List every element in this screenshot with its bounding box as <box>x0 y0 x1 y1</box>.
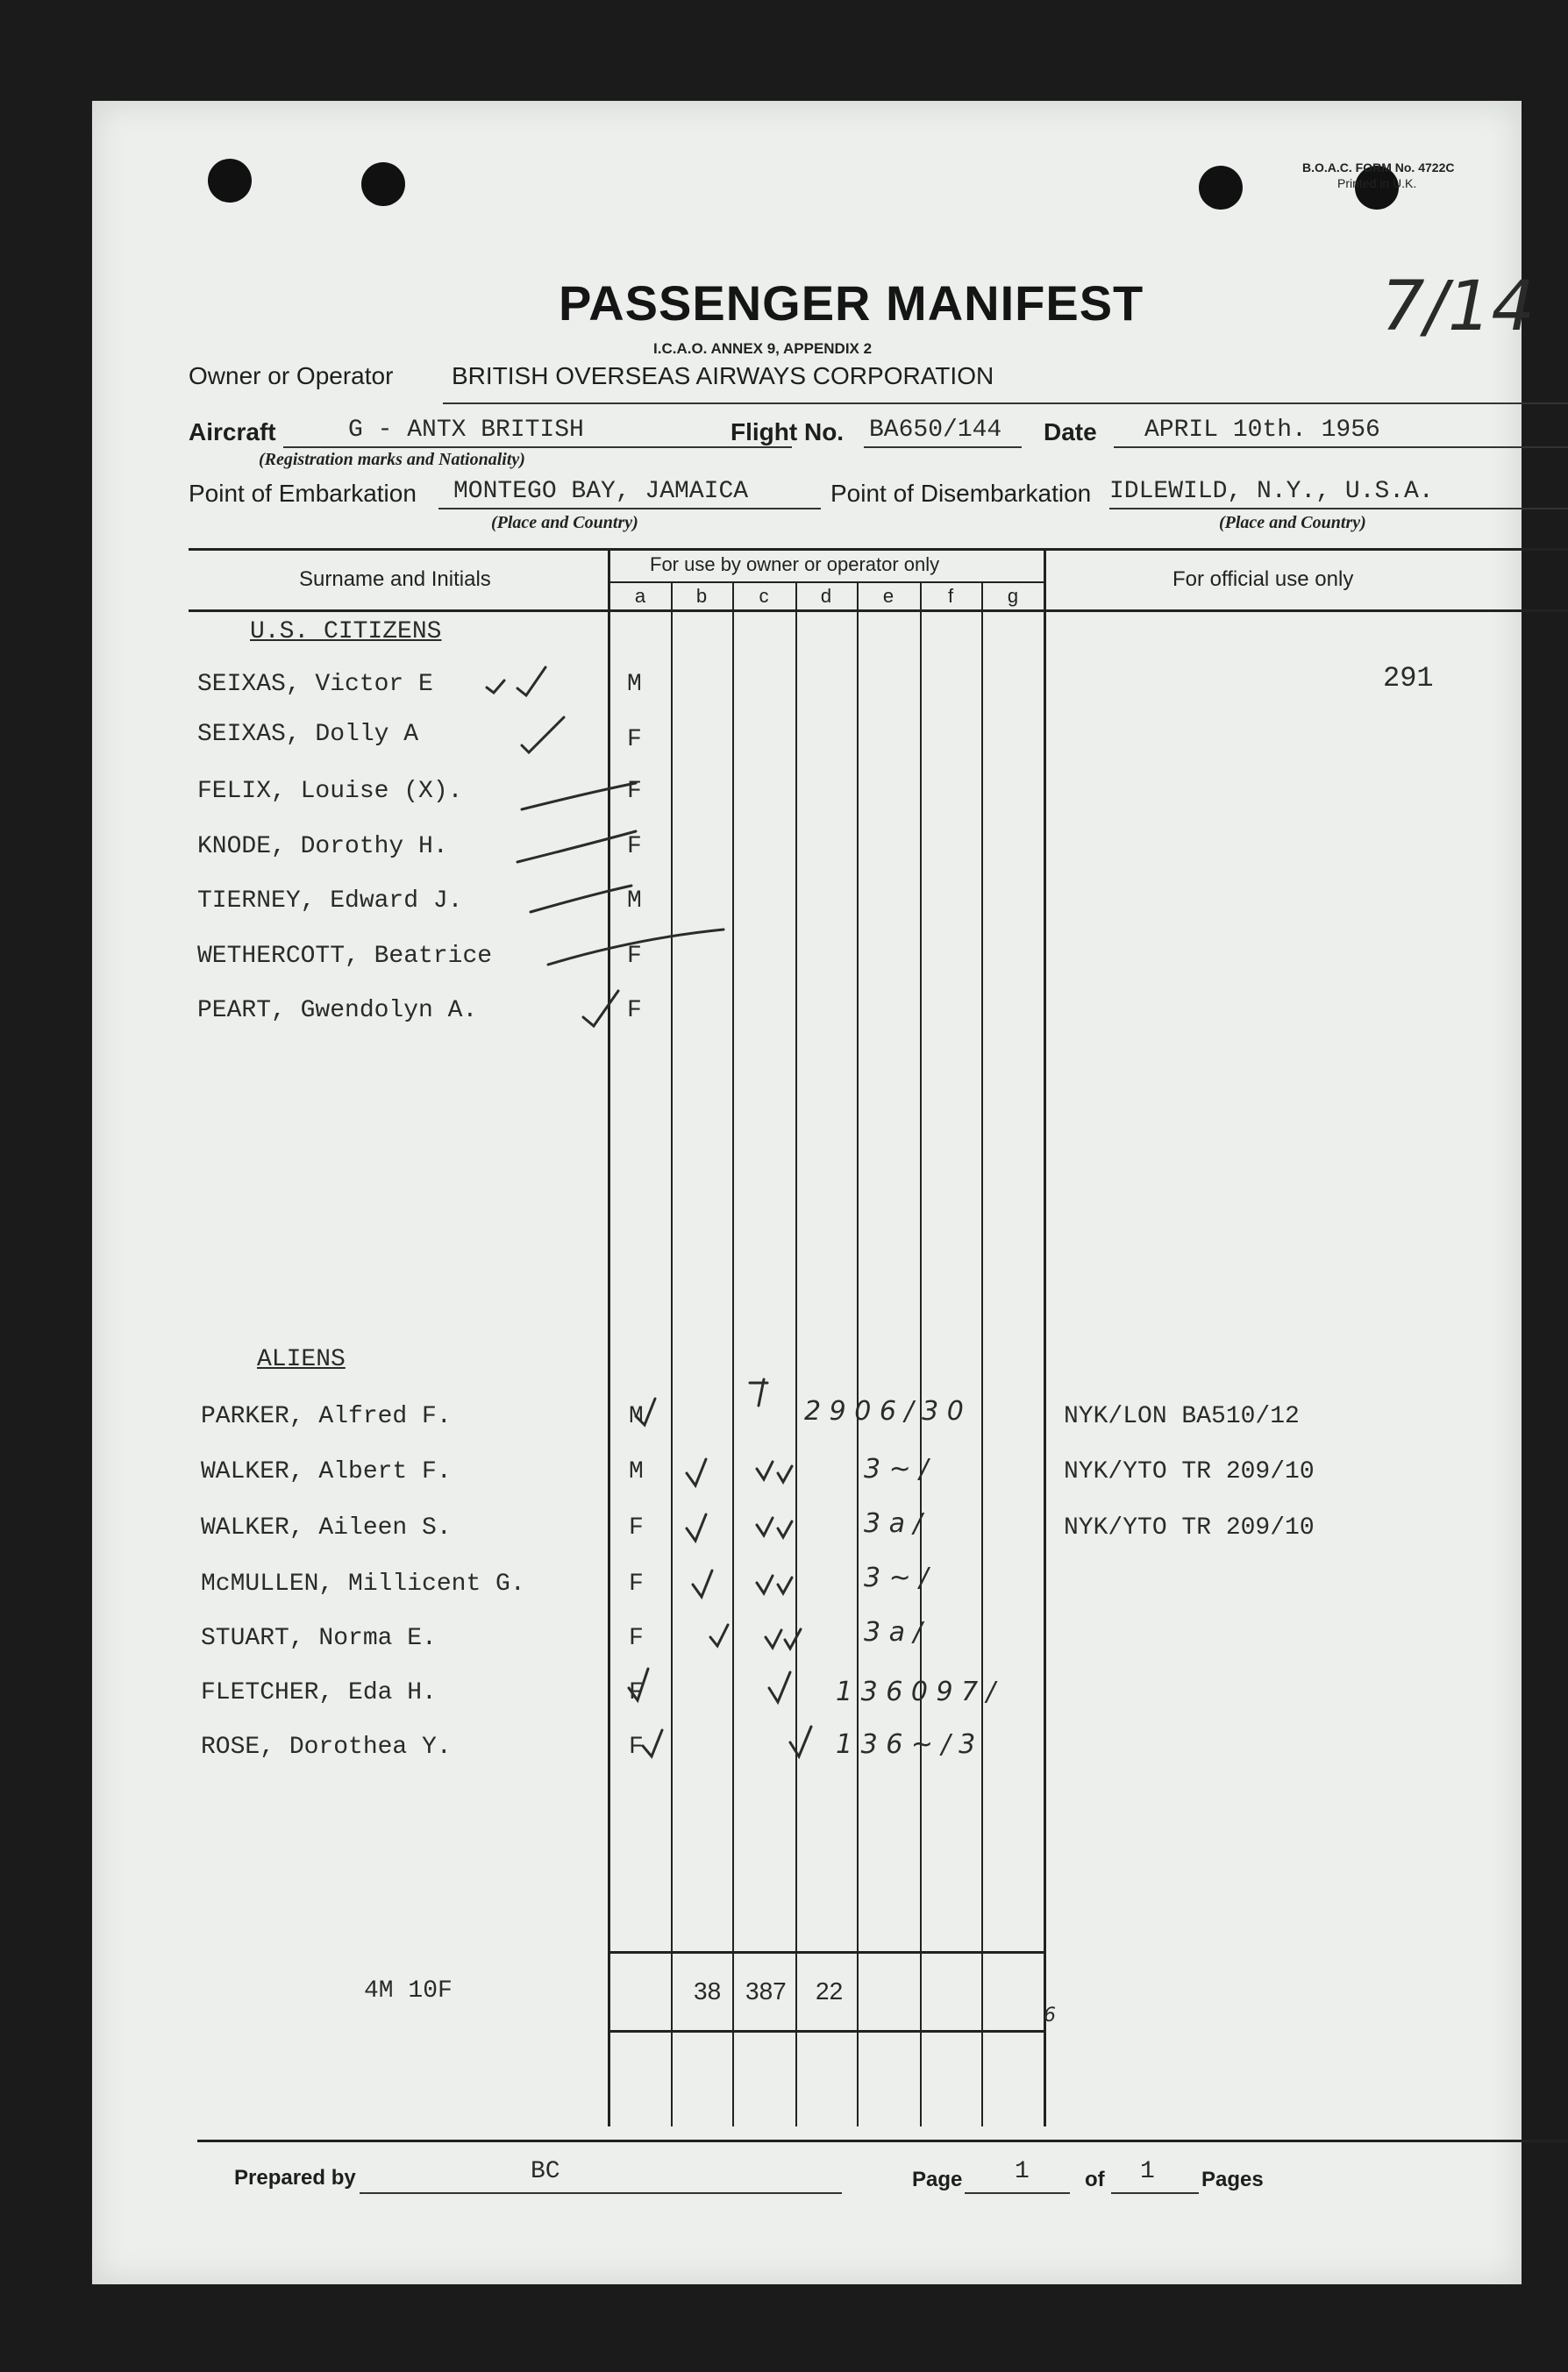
passenger-sex: F <box>629 1734 644 1761</box>
group-aliens: ALIENS <box>257 1346 346 1373</box>
passenger-name: McMULLEN, Millicent G. <box>201 1571 525 1598</box>
svg-text:3 a /: 3 a / <box>864 1617 923 1648</box>
embark-value: MONTEGO BAY, JAMAICA <box>453 478 749 505</box>
passenger-name: WETHERCOTT, Beatrice <box>197 943 493 970</box>
embark-label: Point of Embarkation <box>189 480 417 507</box>
passenger-name: WALKER, Aileen S. <box>201 1514 452 1542</box>
official-route: NYK/YTO TR 209/10 <box>1064 1514 1315 1542</box>
col-letter-g: g <box>1007 585 1019 607</box>
col-letter-b: b <box>695 585 708 607</box>
svg-text:3 a /: 3 a / <box>864 1508 923 1539</box>
passenger-sex: F <box>629 1514 644 1542</box>
svg-text:3 ~ /: 3 ~ / <box>864 1563 929 1593</box>
passenger-sex: F <box>629 1625 644 1652</box>
of-label: of <box>1085 2168 1105 2191</box>
col-letter-a: a <box>634 585 646 607</box>
passenger-name: SEIXAS, Dolly A <box>197 721 419 748</box>
passenger-name: STUART, Norma E. <box>201 1625 437 1652</box>
passenger-sex: F <box>629 1571 644 1598</box>
page-number: 1 <box>1015 2158 1030 2185</box>
disembark-label: Point of Disembarkation <box>830 480 1092 507</box>
passenger-sex: F <box>627 943 642 970</box>
col-letter-c: c <box>759 585 769 607</box>
handwritten-corner-note: 7/14 <box>1381 267 1536 346</box>
passenger-name: FLETCHER, Eda H. <box>201 1679 437 1706</box>
col-letter-d: d <box>820 585 832 607</box>
passenger-sex: M <box>627 671 642 698</box>
total-c: 387 <box>745 1977 787 2005</box>
passenger-sex: F <box>627 778 642 805</box>
totals-label: 4M 10F <box>364 1977 453 2005</box>
passenger-sex: M <box>629 1403 644 1430</box>
embark-note: (Place and Country) <box>491 513 638 532</box>
passenger-sex: M <box>629 1458 644 1485</box>
totals-top-rule <box>609 1951 1044 1954</box>
total-b: 38 <box>694 1977 722 2005</box>
passenger-sex: M <box>627 887 642 915</box>
col-letter-e: e <box>882 585 894 607</box>
date-label: Date <box>1044 418 1097 445</box>
passenger-name: WALKER, Albert F. <box>201 1458 452 1485</box>
passenger-name: ROSE, Dorothea Y. <box>201 1734 452 1761</box>
of-underline <box>1111 2192 1199 2194</box>
passenger-sex: F <box>629 1679 644 1706</box>
aircraft-value: G - ANTX BRITISH <box>348 417 584 444</box>
svg-text:1 3 6 0 9 7 /: 1 3 6 0 9 7 / <box>836 1677 995 1707</box>
col-letter-f: f <box>947 585 954 607</box>
flight-label: Flight No. <box>731 418 845 445</box>
official-route: NYK/YTO TR 209/10 <box>1064 1458 1315 1485</box>
totals-bottom-rule <box>609 2030 1044 2033</box>
svg-text:6: 6 <box>1044 2005 1056 2027</box>
pages-label: Pages <box>1201 2168 1264 2191</box>
owner-value: BRITISH OVERSEAS AIRWAYS CORPORATION <box>452 362 994 389</box>
page-subtitle: I.C.A.O. ANNEX 9, APPENDIX 2 <box>653 340 873 357</box>
group-us-citizens: U.S. CITIZENS <box>250 618 442 645</box>
date-value: APRIL 10th. 1956 <box>1144 417 1380 444</box>
official-number: 291 <box>1383 662 1434 695</box>
passenger-name: SEIXAS, Victor E <box>197 671 433 698</box>
passenger-sex: F <box>627 997 642 1024</box>
prepared-underline <box>360 2192 842 2194</box>
passenger-sex: F <box>627 833 642 860</box>
svg-text:3 ~ /: 3 ~ / <box>864 1454 929 1485</box>
col-owner-header: For use by owner or operator only <box>650 553 940 575</box>
passenger-name: PARKER, Alfred F. <box>201 1403 452 1430</box>
col-surname-header: Surname and Initials <box>299 567 491 591</box>
col-official-header: For official use only <box>1172 567 1354 591</box>
official-route: NYK/LON BA510/12 <box>1064 1403 1300 1430</box>
aircraft-label: Aircraft <box>189 418 276 445</box>
disembark-note: (Place and Country) <box>1219 513 1366 532</box>
passenger-name: KNODE, Dorothy H. <box>197 833 448 860</box>
prepared-value: BC <box>531 2158 560 2185</box>
total-d: 22 <box>816 1977 844 2005</box>
passenger-name: TIERNEY, Edward J. <box>197 887 463 915</box>
svg-text:1 3 6 ~ / 3: 1 3 6 ~ / 3 <box>836 1729 976 1760</box>
svg-text:2 9 0 6 / 3 0: 2 9 0 6 / 3 0 <box>804 1396 964 1427</box>
form-code: B.O.A.C. FORM No. 4722C <box>1302 160 1455 175</box>
passenger-sex: F <box>627 726 642 753</box>
footer-rule <box>197 2140 1568 2142</box>
owner-label: Owner or Operator <box>189 362 394 389</box>
flight-number: BA650/144 <box>869 417 1002 444</box>
passenger-name: FELIX, Louise (X). <box>197 778 463 805</box>
page-title: PASSENGER MANIFEST <box>559 275 1144 331</box>
total-pages: 1 <box>1140 2158 1155 2185</box>
manifest-page <box>92 101 1536 2284</box>
handwritten-marks <box>92 101 1522 2284</box>
page-label: Page <box>912 2168 963 2191</box>
page-underline <box>965 2192 1070 2194</box>
form-printed: Printed in U.K. <box>1337 176 1417 190</box>
passenger-name: PEART, Gwendolyn A. <box>197 997 478 1024</box>
prepared-label: Prepared by <box>234 2166 356 2190</box>
disembark-value: IDLEWILD, N.Y., U.S.A. <box>1109 478 1434 505</box>
aircraft-note: (Registration marks and Nationality) <box>259 450 525 469</box>
